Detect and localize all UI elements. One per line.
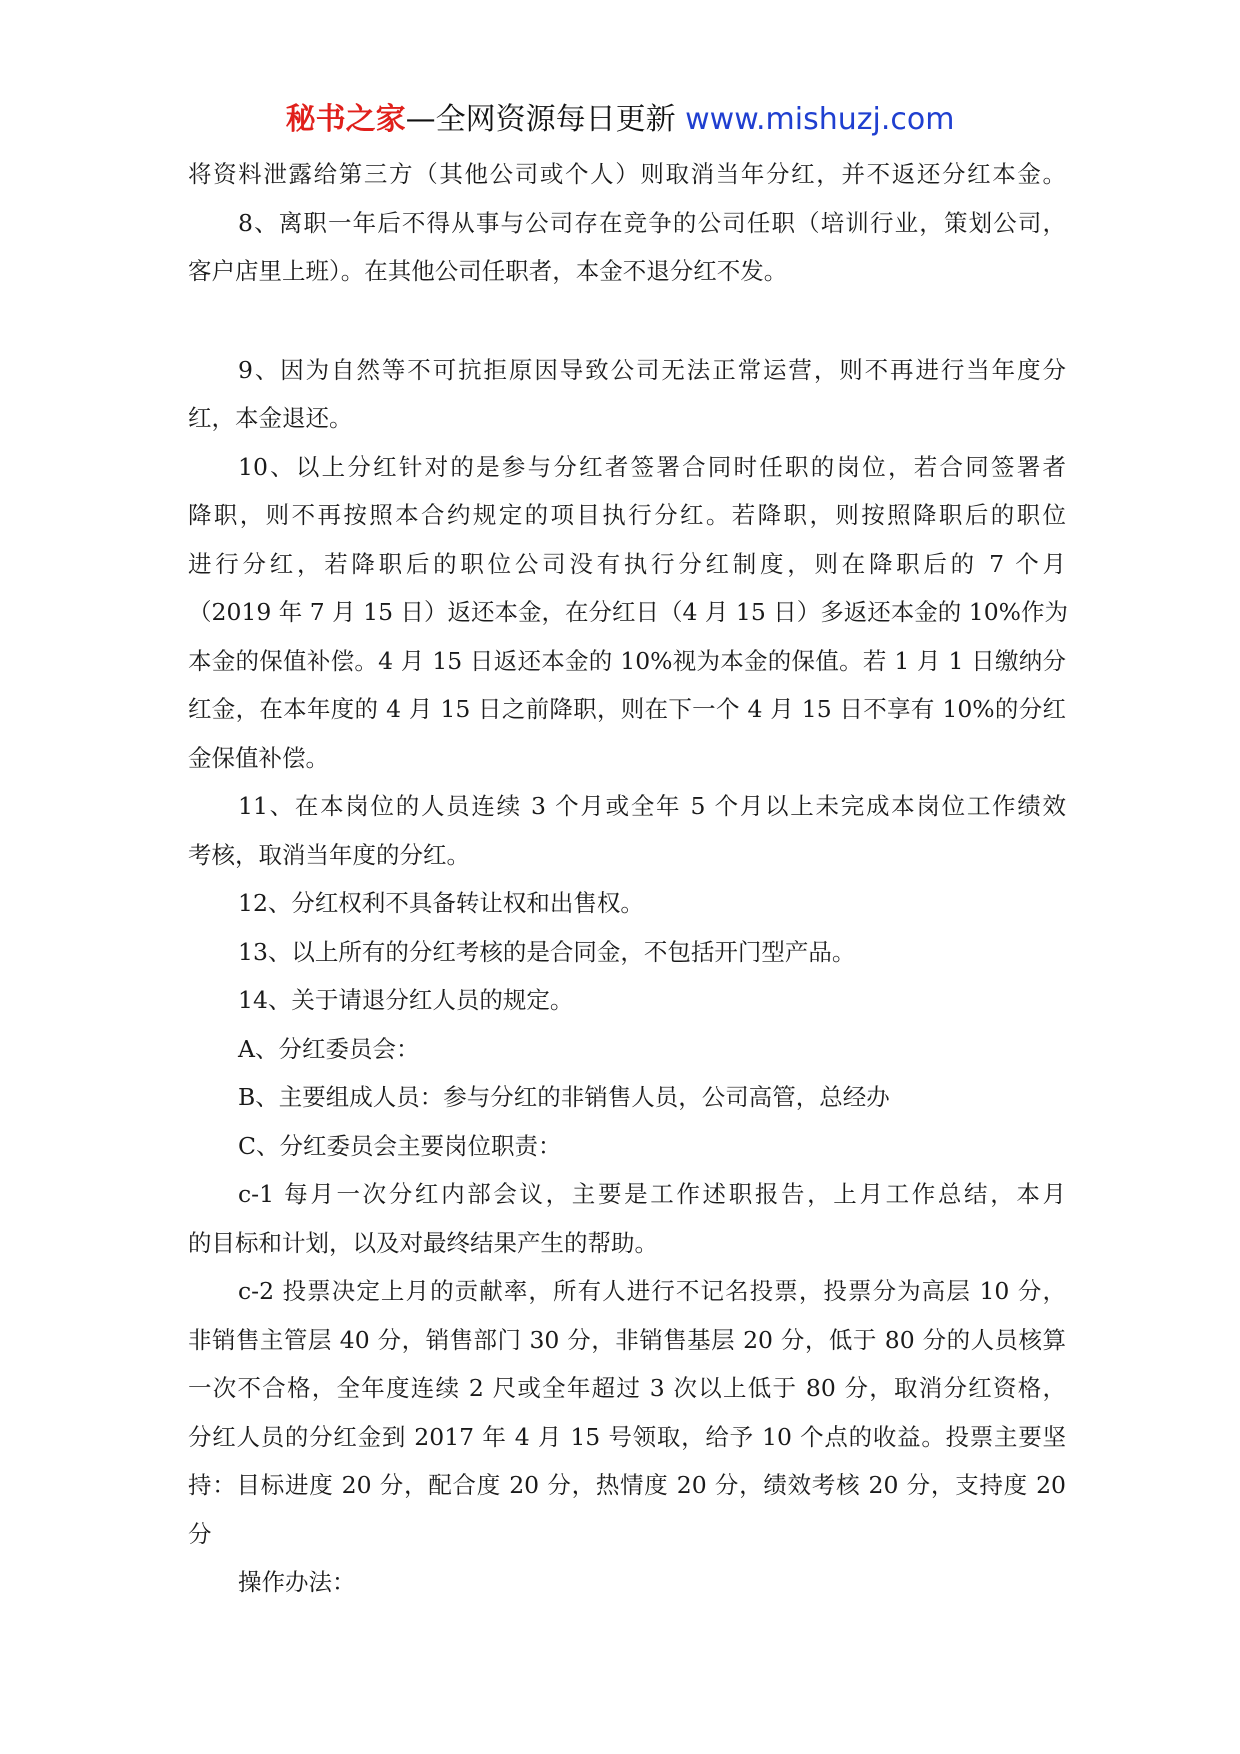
paragraph-line: 11、在本岗位的人员连续 3 个月或全年 5 个月以上未完成本岗位工作绩效	[238, 792, 1066, 820]
paragraph-line: 非销售主管层 40 分，销售部门 30 分，非销售基层 20 分，低于 80 分的人员核算	[188, 1325, 1066, 1354]
paragraph-line: 将资料泄露给第三方（其他公司或个人）则取消当年分红，并不返还分红本金。	[188, 160, 1066, 188]
paragraph-line: c-1 每月一次分红内部会议，主要是工作述职报告，上月工作总结，本月	[238, 1180, 1066, 1208]
paragraph-line: 降职，则不再按照本合约规定的项目执行分红。若降职，则按照降职后的职位	[188, 501, 1066, 529]
paragraph-line: 金保值补偿。	[188, 743, 329, 772]
paragraph-line: 分	[188, 1519, 212, 1548]
paragraph-line: 持：目标进度 20 分，配合度 20 分，热情度 20 分，绩效考核 20 分，支持度 20	[188, 1471, 1066, 1499]
paragraph-line: 考核，取消当年度的分红。	[188, 840, 470, 869]
header-brand: 秘书之家	[285, 102, 406, 137]
paragraph-line: 12、分红权利不具备转让权和出售权。	[238, 889, 644, 917]
paragraph-line: 红金，在本年度的 4 月 15 日之前降职，则在下一个 4 月 15 日不享有 10%的分红	[188, 695, 1066, 723]
paragraph-line: 分红人员的分红金到 2017 年 4 月 15 号领取，给予 10 个点的收益。投票主要坚	[188, 1422, 1066, 1451]
paragraph-line: 客户店里上班）。在其他公司任职者，本金不退分红不发。	[188, 257, 788, 285]
paragraph-line: 9、因为自然等不可抗拒原因导致公司无法正常运营，则不再进行当年度分	[238, 355, 1066, 384]
paragraph-line: 10、以上分红针对的是参与分红者签署合同时任职的岗位，若合同签署者	[238, 452, 1066, 481]
paragraph-line: 一次不合格，全年度连续 2 尺或全年超过 3 次以上低于 80 分，取消分红资格，	[188, 1374, 1066, 1402]
paragraph-line: 红，本金退还。	[188, 404, 353, 432]
document-body	[188, 150, 1066, 1607]
paragraph-line: 14、关于请退分红人员的规定。	[238, 986, 574, 1014]
paragraph-line: 的目标和计划，以及对最终结果产生的帮助。	[188, 1228, 658, 1257]
paragraph-line: 本金的保值补偿。4 月 15 日返还本金的 10%视为本金的保值。若 1 月 1 日缴纳分	[188, 646, 1066, 675]
paragraph-line: B、主要组成人员：参与分红的非销售人员，公司高管，总经办	[238, 1083, 890, 1111]
site-header	[0, 100, 1240, 140]
paragraph-line: A、分红委员会：	[238, 1034, 420, 1063]
paragraph-line: 进行分红，若降职后的职位公司没有执行分红制度，则在降职后的 7 个月	[188, 549, 1066, 578]
paragraph-gap	[188, 296, 1066, 346]
paragraph-line: c-2 投票决定上月的贡献率，所有人进行不记名投票，投票分为高层 10 分，	[238, 1277, 1066, 1305]
header-url-link[interactable]: www.mishuzj.com	[685, 102, 955, 137]
paragraph-line: 8、离职一年后不得从事与公司存在竞争的公司任职（培训行业，策划公司，	[238, 208, 1066, 237]
header-slogan: —全网资源每日更新	[405, 102, 686, 137]
paragraph-line: C、分红委员会主要岗位职责：	[238, 1131, 562, 1160]
paragraph-line: 13、以上所有的分红考核的是合同金，不包括开门型产品。	[238, 937, 856, 966]
paragraph-line: （2019 年 7 月 15 日）返还本金，在分红日（4 月 15 日）多返还本金的 10%作为	[188, 598, 1068, 626]
paragraph-line: 操作办法：	[238, 1568, 356, 1596]
